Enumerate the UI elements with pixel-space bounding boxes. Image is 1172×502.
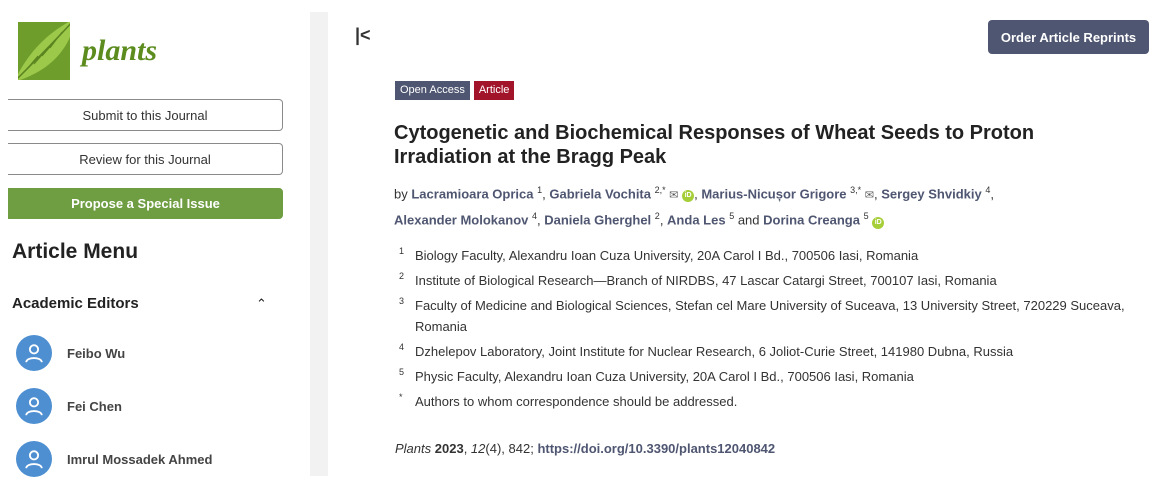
author-link[interactable]: Marius-Nicușor Grigore [701, 186, 847, 202]
authors-prefix: by [394, 186, 408, 202]
collapse-sidebar-icon[interactable]: |< [355, 25, 371, 45]
affiliation-item [399, 245, 1159, 266]
avatar [16, 441, 52, 477]
email-icon[interactable]: ✉ [669, 189, 679, 202]
affiliation-number: 1 [399, 246, 405, 256]
avatar [16, 335, 52, 371]
author-affil-sup: 2,* [654, 185, 666, 195]
author-affil-sup: 4 [985, 185, 991, 195]
author-list: by Lacramioara Oprica $^1$, Gabriela Vochita $^{2,*}$ ✉ iD , Marius-Nicușor Grigore $^{3,*}$ ✉, Sergey Shvidkiy $^4$, Alexander Molokanov $^4$, Daniela Gherghel $^2$, Anda Les $^5$ and Dorina Creanga $^5$ iD [394, 185, 994, 228]
article-menu-heading: Article Menu [12, 240, 139, 263]
citation-line: Plants 2023, 12(4), 842; https://doi.org/10.3390/plants12040842 [395, 441, 776, 456]
affiliation-number: 4 [399, 342, 405, 352]
author-link[interactable]: Anda Les [667, 212, 726, 228]
orcid-icon[interactable]: iD [682, 190, 694, 202]
submit-to-journal-button[interactable]: Submit to this Journal [8, 99, 283, 131]
affiliation-text: Biology Faculty, Alexandru Ioan Cuza University, 20A Carol I Bd., 700506 Iasi, Romania [415, 248, 919, 263]
article-type-badge: Article [474, 81, 515, 100]
editor-item[interactable] [16, 437, 212, 481]
and-word: and [737, 212, 760, 228]
author-link[interactable]: Dorina Creanga [763, 212, 860, 228]
open-access-badge: Open Access [395, 81, 470, 100]
propose-special-issue-button[interactable]: Propose a Special Issue [8, 188, 283, 219]
author-link[interactable]: Alexander Molokanov [394, 212, 529, 228]
sidebar-divider [310, 12, 328, 476]
affiliation-text: Physic Faculty, Alexandru Ioan Cuza University, 20A Carol I Bd., 700506 Iasi, Romania [415, 369, 914, 384]
author-link[interactable]: Daniela Gherghel [544, 212, 652, 228]
affiliation-item [399, 341, 1159, 362]
citation-issue-pages: (4), 842; [485, 441, 534, 456]
author-affil-sup: 4 [532, 211, 538, 222]
author-affil-sup: 5 [729, 211, 735, 222]
author-affil-sup: 3,* [850, 185, 862, 195]
leaf-icon [18, 22, 70, 80]
author-affil-sup: 5 [863, 211, 869, 222]
user-icon [23, 342, 45, 364]
affiliation-number: 5 [399, 367, 405, 377]
author-affil-sup: 2 [654, 211, 660, 222]
editor-name[interactable]: Imrul Mossadek Ahmed [67, 451, 213, 467]
author-link[interactable]: Sergey Shvidkiy [881, 186, 982, 202]
sidebar [0, 0, 300, 502]
chevron-up-icon[interactable]: ⌃ [256, 296, 267, 311]
affiliation-list [399, 245, 1159, 416]
article-badges [395, 81, 514, 100]
affiliation-item [399, 391, 1159, 412]
editor-item[interactable] [16, 331, 125, 375]
affiliation-item [399, 270, 1159, 291]
affiliation-text: Dzhelepov Laboratory, Joint Institute for Nuclear Research, 6 Joliot-Curie Street, 141980 Dubna, Russia [415, 344, 1014, 359]
affiliation-number: 2 [399, 271, 405, 281]
editor-item[interactable] [16, 384, 122, 428]
affiliation-item [399, 366, 1159, 387]
citation-volume: 12 [470, 441, 486, 456]
affiliation-text: Institute of Biological Research—Branch of NIRDBS, 47 Lascar Catargi Street, 700107 Iasi, Romania [415, 273, 997, 288]
avatar [16, 388, 52, 424]
email-icon[interactable]: ✉ [864, 189, 875, 202]
editor-name[interactable]: Fei Chen [67, 398, 122, 414]
citation-year: 2023 [434, 441, 464, 456]
author-link[interactable]: Gabriela Vochita [549, 186, 651, 202]
orcid-icon[interactable]: iD [872, 217, 884, 229]
affiliation-text: Faculty of Medicine and Biological Sciences, Stefan cel Mare University of Suceava, 13 University Street, 720229 Suceava, Romania [415, 298, 1125, 334]
affiliation-number: 3 [399, 296, 405, 306]
academic-editors-heading[interactable]: Academic Editors [12, 295, 139, 312]
journal-name[interactable]: plants [82, 34, 158, 67]
journal-logo[interactable] [18, 22, 70, 80]
doi-link[interactable]: https://doi.org/10.3390/plants12040842 [537, 441, 776, 456]
affiliation-text: Authors to whom correspondence should be addressed. [415, 394, 738, 409]
citation-journal: Plants [395, 441, 432, 456]
affiliation-number: * [399, 392, 403, 402]
article-title: Cytogenetic and Biochemical Responses of Wheat Seeds to Proton Irradiation at the Bragg Peak [394, 122, 1035, 168]
author-link[interactable]: Lacramioara Oprica [411, 186, 534, 202]
user-icon [23, 395, 45, 417]
order-reprints-button[interactable]: Order Article Reprints [988, 20, 1149, 54]
review-for-journal-button[interactable]: Review for this Journal [8, 143, 283, 175]
user-icon [23, 448, 45, 470]
editor-name[interactable]: Feibo Wu [67, 345, 126, 361]
author-affil-sup: 1 [537, 185, 543, 195]
affiliation-item [399, 295, 1159, 337]
